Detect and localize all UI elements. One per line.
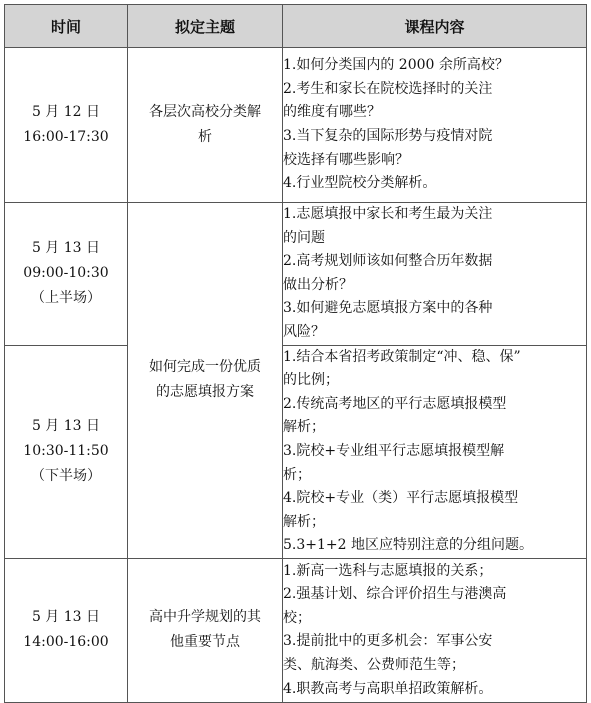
- content-line: 1.志愿填报中家长和考生最为关注: [283, 206, 493, 222]
- topic-cell: [128, 203, 283, 559]
- time-date: 5 月 12 日: [31, 104, 101, 120]
- topic-line: 如何完成一份优质: [149, 359, 261, 376]
- content-line: 4.职教高考与高职单招政策解析。: [283, 680, 493, 697]
- content-line: 1.新高一选科与志愿填报的关系；: [283, 562, 493, 579]
- time-date: 5 月 13 日: [31, 240, 101, 257]
- content-line: 析；: [283, 466, 311, 483]
- time-cell: [5, 558, 128, 702]
- header-time: 时间: [5, 5, 128, 48]
- content-line: 解析；: [283, 513, 325, 530]
- content-line: 2.传统高考地区的平行志愿填报模型: [283, 395, 507, 412]
- table-row: [5, 558, 587, 702]
- header-topic: 拟定主题: [128, 5, 283, 48]
- table-row: [5, 203, 587, 346]
- topic-line: 的志愿填报方案: [156, 384, 254, 401]
- topic-line: 各层次高校分类解: [149, 104, 261, 120]
- content-cell: [283, 345, 587, 558]
- content-line: 4.院校+专业（类）平行志愿填报模型: [283, 490, 519, 507]
- content-line: 3.院校+专业组平行志愿填报模型解: [283, 442, 505, 459]
- time-range: 16:00-17:30: [23, 129, 109, 145]
- time-cell: [5, 203, 128, 346]
- content-line: 3.当下复杂的国际形势与疫情对院: [283, 128, 493, 144]
- content-line: 3.如何避免志愿填报方案中的各种: [283, 300, 493, 317]
- content-line: 2.高考规划师该如何整合历年数据: [283, 253, 493, 270]
- content-line: 1.如何分类国内的 2000 余所高校？: [283, 57, 509, 74]
- content-line: 3.提前批中的更多机会：军事公安: [283, 633, 493, 650]
- content-line: 2.强基计划、综合评价招生与港澳高: [283, 586, 507, 603]
- content-line: 的比例；: [283, 372, 339, 389]
- header-content: 课程内容: [283, 5, 587, 48]
- header-row: [5, 5, 587, 48]
- content-line: 4.行业型院校分类解析。: [283, 175, 437, 192]
- content-cell: [283, 558, 587, 702]
- time-cell: [5, 345, 128, 558]
- content-line: 解析；: [283, 419, 325, 436]
- topic-line: 析: [198, 129, 212, 145]
- content-line: 校选择有哪些影响？: [283, 151, 409, 168]
- time-session: （下半场）: [31, 468, 101, 485]
- time-date: 5 月 13 日: [31, 418, 101, 435]
- content-line: 做出分析？: [283, 276, 353, 293]
- content-cell: [283, 48, 587, 203]
- time-date: 5 月 13 日: [31, 609, 101, 626]
- content-line: 1.结合本省招考政策制定“冲、稳、保”: [283, 348, 521, 365]
- content-line: 的维度有哪些？: [283, 104, 381, 121]
- content-line: 2.考生和家长在院校选择时的关注: [283, 80, 493, 97]
- topic-cell: [128, 48, 283, 203]
- content-line: 类、航海类、公费师范生等；: [283, 657, 465, 673]
- time-range: 09:00-10:30: [23, 265, 109, 282]
- time-range: 14:00-16:00: [23, 634, 109, 651]
- time-session: （上半场）: [31, 290, 101, 307]
- time-cell: [5, 48, 128, 203]
- topic-cell: [128, 558, 283, 702]
- topic-line: 他重要节点: [170, 634, 240, 651]
- content-line: 校；: [283, 609, 311, 626]
- time-range: 10:30-11:50: [23, 443, 109, 460]
- table-row: [5, 48, 587, 203]
- schedule-table: [4, 4, 587, 703]
- content-line: 5.3+1+2 地区应特别注意的分组问题。: [283, 537, 533, 554]
- table-row: [5, 345, 587, 558]
- content-line: 风险？: [283, 323, 325, 340]
- content-line: 的问题: [283, 229, 325, 246]
- content-cell: [283, 203, 587, 346]
- topic-line: 高中升学规划的其: [149, 609, 261, 626]
